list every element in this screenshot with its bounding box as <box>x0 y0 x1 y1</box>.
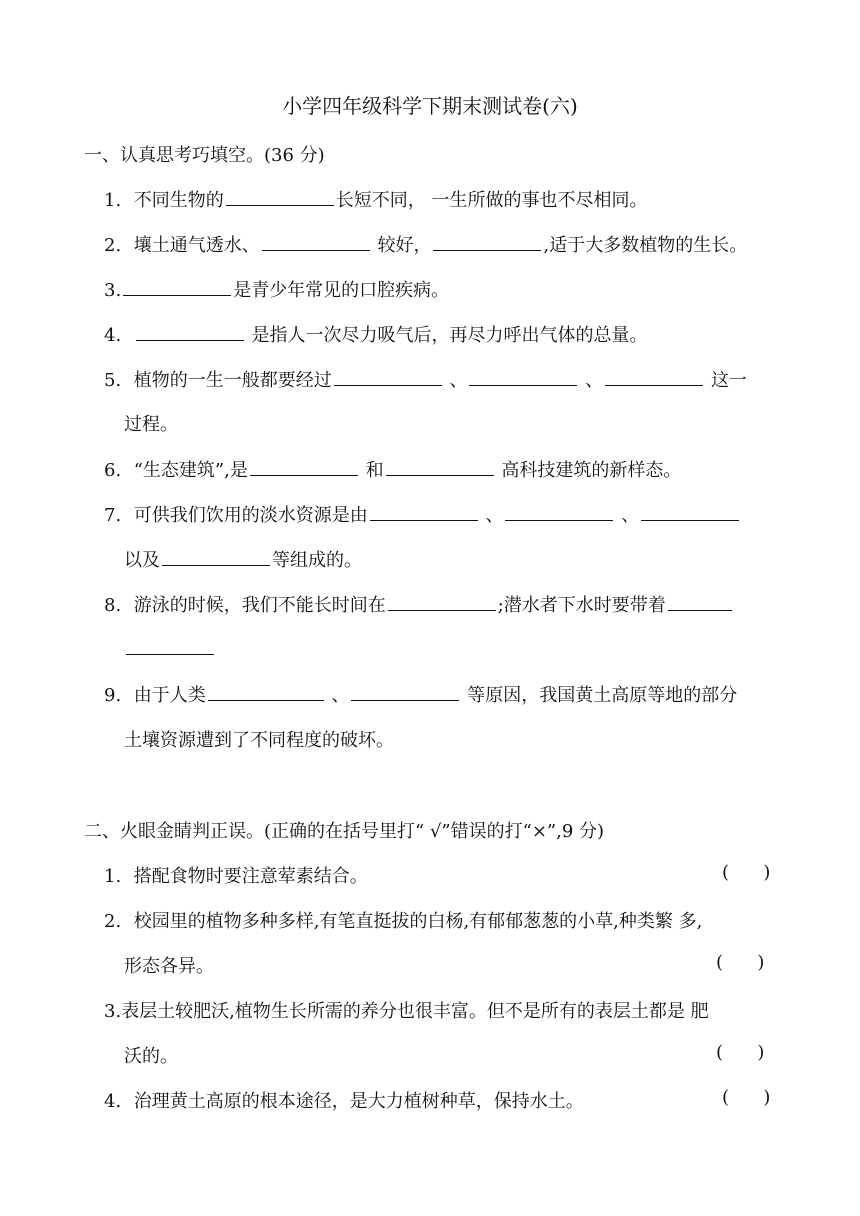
section1-heading: 一、认真思考巧填空。(36 分) <box>84 145 325 166</box>
blank[interactable] <box>123 277 231 296</box>
s1-item-3: 3. 是青少年常见的口腔疾病。 <box>104 276 449 302</box>
s2-item-3: 3.表层土较肥沃,植物生长所需的养分也很丰富。但不是所有的表层土都是 肥 <box>104 1001 709 1022</box>
blank[interactable] <box>250 457 358 476</box>
s1-item-8: 8. 游泳的时候，我们不能长时间在 ;潜水者下水时要带着 <box>104 591 734 617</box>
blank[interactable] <box>370 502 478 521</box>
blank[interactable] <box>334 367 442 386</box>
blank[interactable] <box>505 502 613 521</box>
blank[interactable] <box>162 547 270 566</box>
blank[interactable] <box>668 592 732 611</box>
s2-item-4: 4. 治理黄土高原的根本途径，是大力植树种草，保持水土。 <box>104 1091 584 1112</box>
s1-item-7: 7. 可供我们饮用的淡水资源是由 、 、 <box>104 501 741 527</box>
s1-item-9: 9. 由于人类 、 等原因，我国黄土高原等地的部分 <box>104 681 737 707</box>
s1-item-8-cont <box>124 636 216 660</box>
answer-paren[interactable]: ( ) <box>722 862 771 883</box>
blank[interactable] <box>351 682 459 701</box>
blank[interactable] <box>605 367 703 386</box>
s1-item-7-cont: 以及 等组成的。 <box>124 546 362 572</box>
blank[interactable] <box>469 367 577 386</box>
s1-item-9-cont: 土壤资源遭到了不同程度的破坏。 <box>124 730 394 751</box>
s1-item-2: 2. 壤土通气透水、 较好， ,适于大多数植物的生长。 <box>104 231 747 257</box>
s1-item-5-cont: 过程。 <box>124 414 178 435</box>
s2-item-2: 2. 校园里的植物多种多样,有笔直挺拔的白杨,有郁郁葱葱的小草,种类繁 多, <box>104 911 703 932</box>
s1-item-4: 4. 是指人一次尽力吸气后，再尽力呼出气体的总量。 <box>104 321 647 347</box>
page-title: 小学四年级科学下期末测试卷(六) <box>282 94 578 118</box>
blank[interactable] <box>226 187 334 206</box>
blank[interactable] <box>126 636 214 655</box>
s1-item-5: 5. 植物的一生一般都要经过 、 、 这一 <box>104 366 747 392</box>
s2-item-3-cont: 沃的。 <box>124 1046 178 1067</box>
s1-item-1: 1. 不同生物的 长短不同， 一生所做的事也不尽相同。 <box>104 186 647 212</box>
s2-item-1: 1. 搭配食物时要注意荤素结合。 <box>104 866 368 887</box>
s1-item-6: 6. “生态建筑”,是 和 高科技建筑的新样态。 <box>104 456 681 482</box>
answer-paren[interactable]: ( ) <box>722 1087 771 1108</box>
answer-paren[interactable]: ( ) <box>716 952 765 973</box>
blank[interactable] <box>388 592 496 611</box>
blank[interactable] <box>386 457 494 476</box>
s2-item-2-cont: 形态各异。 <box>124 956 214 977</box>
blank[interactable] <box>136 322 244 341</box>
blank[interactable] <box>208 682 324 701</box>
answer-paren[interactable]: ( ) <box>716 1042 765 1063</box>
blank[interactable] <box>433 232 541 251</box>
blank[interactable] <box>641 502 739 521</box>
section2-heading: 二、火眼金睛判正误。(正确的在括号里打“ √”错误的打“×”,9 分) <box>84 821 605 842</box>
blank[interactable] <box>262 232 370 251</box>
